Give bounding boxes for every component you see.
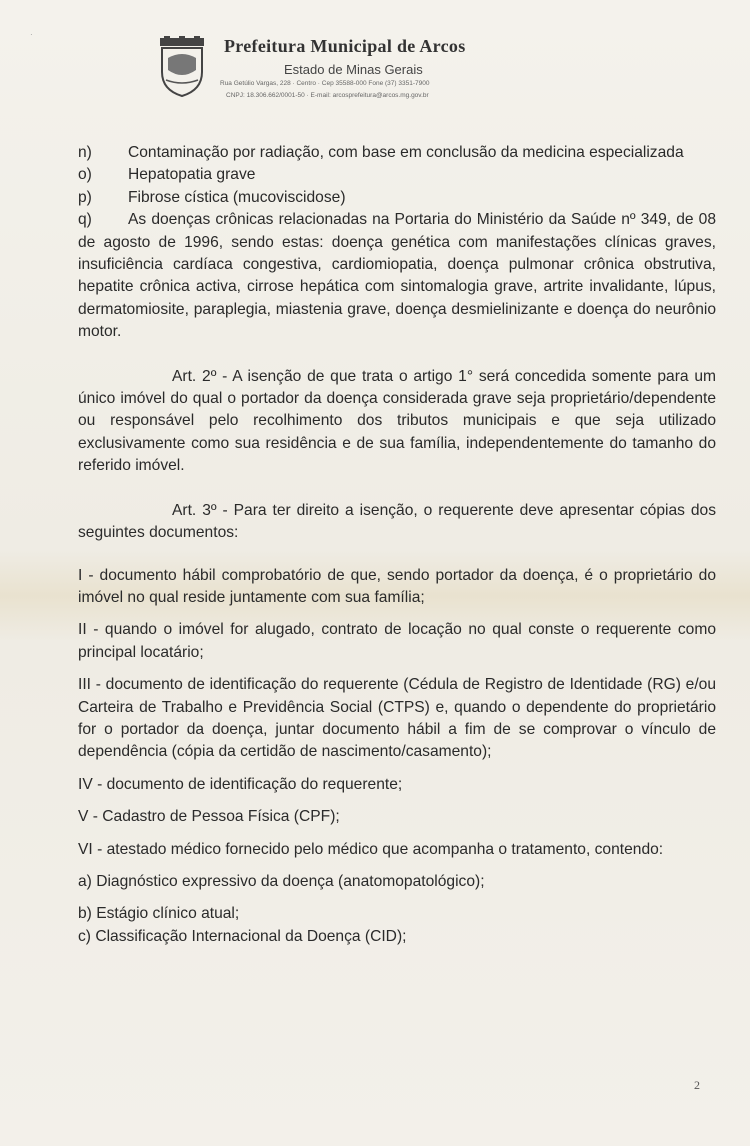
letterhead-contact: CNPJ: 18.306.662/0001-50 · E-mail: arcosprefeitura@arcos.mg.gov.br bbox=[226, 92, 429, 99]
doc-item-iii: III - documento de identificação do requerente (Cédula de Registro de Identidade (RG) e/ou Carteira de Trabalho e Previdência Social (CTPS) e, quando o dependente do proprietário for o portador da doença, juntar documento hábil a fim de se comprovar o vínculo de dependência (cópia da certidão de nascimento/casamento); bbox=[78, 676, 716, 761]
doc-item-v: V - Cadastro de Pessoa Física (CPF); bbox=[78, 808, 340, 826]
list-item-q bbox=[78, 209, 716, 343]
list-label: p) bbox=[78, 188, 92, 206]
list-label: o) bbox=[78, 166, 92, 184]
letterhead bbox=[150, 30, 550, 110]
article-3: Art. 3º - Para ter direito a isenção, o requerente deve apresentar cópias dos seguintes documentos: bbox=[78, 501, 716, 542]
letterhead-address: Rua Getúlio Vargas, 228 · Centro · Cep 35588-000 Fone (37) 3351-7900 bbox=[220, 80, 430, 87]
list-label: n) bbox=[78, 144, 92, 161]
list-text: As doenças crônicas relacionadas na Portaria do Ministério da Saúde nº 349, de 08 de agosto de 1996, sendo estas: doença genética com manifestações clínicas graves, insuficiência cardíaca congestiva, cardiomiopatia, doença pulmonar crônica obstrutiva, hepatite crônica activa, cirrose hepática com sintomalogia grave, artrite invalidante, lúpus, dermatomiosite, paraplegia, miastenia grave, doença desmielinizante e doença do neurônio motor. bbox=[78, 211, 716, 341]
list-item-p bbox=[78, 187, 716, 209]
doc-subitem-b: b) Estágio clínico atual; bbox=[78, 905, 240, 923]
doc-item-i: I - documento hábil comprobatório de que, sendo portador da doença, é o proprietário do imóvel no qual reside juntamente com sua família; bbox=[78, 566, 716, 606]
list-item-o bbox=[78, 164, 716, 186]
letterhead-state: Estado de Minas Gerais bbox=[284, 62, 423, 77]
document-body bbox=[78, 142, 716, 948]
page-number: 2 bbox=[694, 1078, 700, 1092]
list-item-n bbox=[78, 142, 716, 164]
list-label: q) bbox=[78, 211, 92, 229]
speck-mark: · bbox=[30, 30, 33, 39]
doc-item-ii: II - quando o imóvel for alugado, contrato de locação no qual conste o requerente como principal locatário; bbox=[78, 621, 716, 661]
list-text: Fibrose cística (mucoviscidose) bbox=[128, 188, 346, 206]
doc-item-iv: IV - documento de identificação do requerente; bbox=[78, 775, 403, 793]
municipal-crest-icon bbox=[156, 36, 208, 98]
letterhead-title: Prefeitura Municipal de Arcos bbox=[224, 36, 466, 56]
doc-subitem-c: c) Classificação Internacional da Doença (CID); bbox=[78, 927, 407, 945]
doc-item-vi: VI - atestado médico fornecido pelo médico que acompanha o tratamento, contendo: bbox=[78, 840, 664, 858]
list-text: Contaminação por radiação, com base em conclusão da medicina especializada bbox=[128, 144, 684, 161]
article-2: Art. 2º - A isenção de que trata o artigo 1° será concedida somente para um único imóvel do qual o portador da doença considerada grave seja proprietário/dependente ou responsável pelo recolhimento dos tributos municipais e que seja utilizado exclusivamente como sua residência e de sua família, independentemente do tamanho do referido imóvel. bbox=[78, 367, 716, 475]
doc-subitem-a: a) Diagnóstico expressivo da doença (anatomopatológico); bbox=[78, 872, 485, 890]
list-text: Hepatopatia grave bbox=[128, 166, 256, 184]
